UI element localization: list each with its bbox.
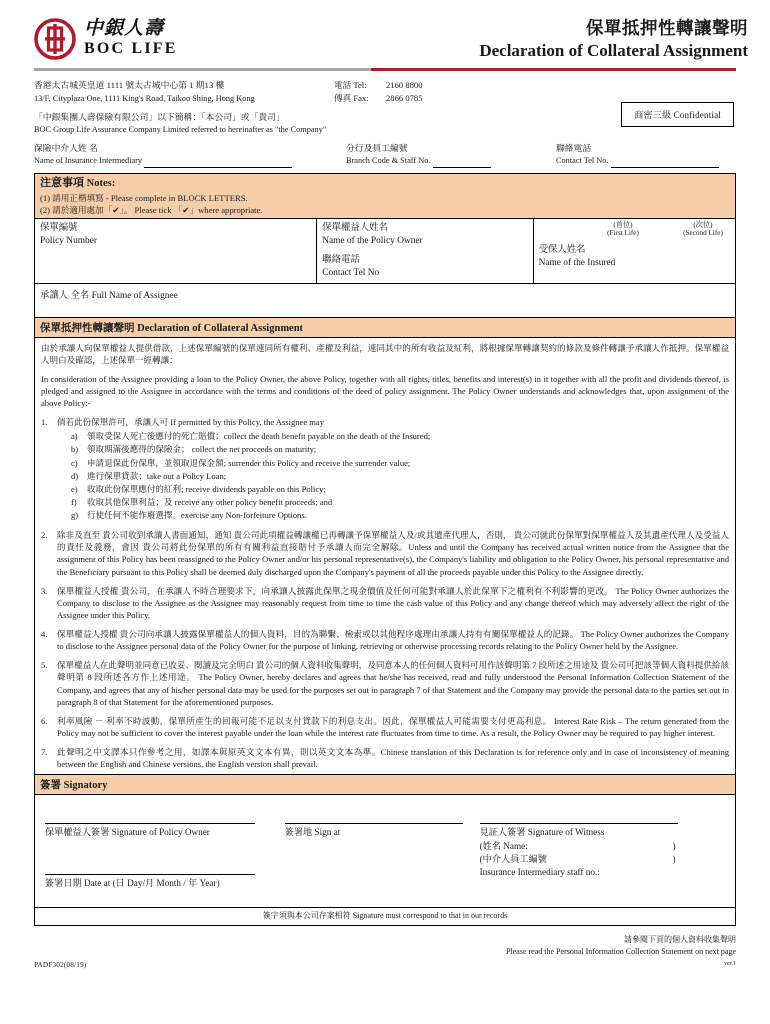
owner-signature-line[interactable] — [45, 823, 255, 824]
sub-item-c-text: 申請退保此份保單，並領取退保金額; surrender this Policy and receive the surrender value; — [87, 457, 411, 468]
owner-name-cell[interactable] — [317, 219, 533, 283]
tel-label: 電話 Tel: — [334, 79, 367, 90]
page-footer — [34, 934, 736, 969]
sub-item-f — [57, 496, 729, 508]
page-title-en: Declaration of Collateral Assignment — [479, 40, 748, 60]
form-code: PADF302(08/19) — [34, 960, 87, 969]
sign-at-label: 簽署地 Sign at — [284, 827, 341, 838]
sub-item-b — [57, 443, 729, 455]
insured-name-label-en: Name of the Insured — [538, 257, 616, 268]
sub-item-e — [57, 483, 729, 495]
signature-area — [35, 795, 735, 907]
contact-tel-label-cn-2: 聯絡電話 — [322, 255, 360, 266]
sub-item-e-text: 收取此份保單應付的紅利; receive dividends payable on this Policy; — [87, 483, 326, 494]
item-2-number: 2. — [41, 530, 48, 541]
sub-item-g — [57, 509, 729, 521]
notes-item-2: (2) 請於適用處加「✔」。 Please tick 「✔」where appropriate. — [40, 204, 263, 215]
contact-tel-label-cn: 聯絡電話 — [556, 143, 592, 154]
witness-staff-label-en: Insurance Intermediary staff no.: — [479, 867, 600, 878]
contact-tel-label-en-2: Contact Tel No — [322, 267, 380, 278]
owner-name-label-cn: 保單權益人姓名 — [322, 222, 388, 233]
sub-item-g-label: g) — [71, 510, 79, 521]
owner-signature-label: 保單權益人簽署 Signature of Policy Owner — [45, 827, 210, 838]
page-title — [479, 18, 758, 62]
item-3-number: 3. — [41, 585, 48, 596]
life-column-headers — [540, 221, 729, 238]
item-5-number: 5. — [41, 660, 48, 671]
notes-title-en: Notes: — [86, 177, 116, 189]
boc-life-logo-icon — [34, 18, 76, 60]
contact-tel-input[interactable] — [611, 158, 719, 168]
notes-title-cn: 注意事項 — [40, 176, 84, 189]
intermediary-name-field — [34, 142, 346, 168]
first-life-header — [597, 221, 649, 238]
second-life-cn: (次位) — [693, 220, 713, 229]
branch-code-input[interactable] — [433, 158, 491, 168]
witness-signature-block[interactable] — [480, 823, 729, 901]
contact-lines — [334, 79, 534, 106]
intermediary-name-input[interactable] — [144, 158, 292, 168]
item-6-number: 6. — [41, 715, 48, 726]
owner-signature-block[interactable] — [45, 823, 285, 901]
fax-value: 2866 0785 — [386, 93, 423, 104]
declaration-intro-en: In consideration of the Assignee providing a loan to the Policy Owner, the above Policy, together with all rights, titles, benefits and interest(s) in it together with all the profit and dividends thereof, is pledged and assigned to the Assignee in accordance with the terms and conditions of the deed of policy assignment. The Policy Owner understands and acknowledges that, upon assignment of the above Policy:- — [41, 373, 729, 409]
declaration-band-en: Declaration of Collateral Assignment — [137, 322, 304, 334]
address-en: 13/F, Cityplaza One, 1111 King's Road, Taikoo Shing, Hong Kong — [34, 93, 255, 103]
item-4-text: 保單權益人授權 貴公司向承讓人披露保單權益人的個人資料，目的為聯繫、檢索或以其他程序處理由承讓人持有有關保單權益人的記錄。 The Policy Owner authorizes the Company to disclose to the Assignee personal data of the Policy Owner for the purpose of linking, retrieving or otherwise processing records relating to the Policy Owner held by the Assignee. — [57, 629, 729, 652]
policy-number-label-cn: 保單編號 — [40, 222, 78, 233]
assignee-label-en: Full Name of Assignee — [91, 290, 178, 301]
declaration-item-6 — [41, 715, 729, 739]
signature-footnote: 簽字須與本公司存案相符 Signature must correspond to that in our records — [35, 907, 735, 924]
sub-item-d-text: 進行保單貸款；take out a Policy Loan; — [87, 470, 227, 481]
divider-grey-segment — [34, 68, 371, 71]
policy-fields-row — [35, 219, 735, 284]
sub-item-e-label: e) — [71, 483, 78, 494]
item-1-number: 1. — [41, 417, 48, 428]
sub-item-b-text: 領取期滿後應得的保險金； collect the net proceeds on maturity; — [87, 444, 317, 455]
sub-item-d-label: d) — [71, 470, 79, 481]
insured-name-label-cn: 受保人姓名 — [538, 244, 586, 255]
brand-name-cn: 中銀人壽 — [84, 18, 165, 39]
company-name-cn: 「中銀集團人壽保險有限公司」以下簡稱：「本公司」或「貴司」 — [34, 111, 285, 122]
sub-item-g-text: 行使任何不能作廢選擇。exercise any Non-forfeiture Options. — [87, 510, 307, 521]
item-3-text: 保單權益人授權 貴公司，在承讓人不時合理要求下，向承讓人披露此保單之現金價值及任何可能對承讓人於此保單下之權利有不利影響的更改。 The Policy Owner authorizes the Company to disclose to the Assignee as the Assignee may reasonably request from time to time the cash value of this Policy and any change thereof which may adversely affect the right of the Assignee under this Policy. — [57, 585, 729, 620]
declaration-item-2 — [41, 529, 729, 578]
first-life-en: (First Life) — [607, 229, 639, 238]
sub-item-b-label: b) — [71, 444, 79, 455]
fax-row — [334, 92, 534, 105]
footer-notice-en: Please read the Personal Information Collection Statement on next page — [506, 946, 736, 956]
date-signature-block[interactable] — [45, 874, 285, 890]
contact-tel-label-en — [556, 155, 746, 167]
insured-name-cell[interactable] — [534, 219, 735, 283]
item-2-text: 除非及直至 貴公司收到承讓人書面通知，通知 貴公司此項權益轉讓權已再轉讓予保單權益人及/或其遺產代理人，否則， 貴公司就此份保單對保單權益人及其遺產代理人及受益人的責任及義務，會因 貴公司將此份保單的所有有關利益直接賠付予承讓人而完全解除。Unless and until the Company has received actual written notice from the Assignee that the assignment of this Policy has been reassigned to the Policy Owner and/or his personal representative(s), the Company's liability and obligation to the Policy Owner, his personal representative and the Beneficiary pursuant to this Policy shall be deemed duly discharged upon the Company's payment of all the proceeds payable under this Policy to the Assignee directly. — [57, 530, 729, 577]
second-life-en: (Second Life) — [683, 229, 723, 238]
declaration-item-1 — [41, 416, 729, 522]
declaration-item-4 — [41, 628, 729, 652]
footer-notice — [506, 934, 736, 969]
item-1-sublist — [57, 430, 729, 521]
item-6-text: 利率風險 － 利率不時波動，保單所產生的回報可能不足以支付貸款下的利息支出。因此，保單權益人可能需要支付更高利息。 Interest Rate Risk – The return generated from the Policy may not be sufficient to cover the interest payable under the loan while the interest rate fluctuates from time to time. As a result, the Policy Owner may be required to pay higher interest. — [57, 715, 729, 738]
divider-red-segment — [371, 68, 736, 71]
assignee-label-cn: 承讓人 全名 — [40, 290, 90, 301]
first-life-cn: (首位) — [613, 220, 633, 229]
witness-staff-label: (中介人員工編號 — [479, 854, 547, 865]
item-5-text: 保單權益人在此聲明並同意已收妥、閱讀及完全明白 貴公司的個人資料收集聲明，及同意本人的任何個人資料可用作該聲明第 7 段所述之用途及 貴公司可把該等個人資料提供給該聲明第 8 段所述各方作上述用途。 The Policy Owner, hereby declares and agrees that he/she has received, read and fully understood the Personal Information Collection Statement of the Company, and agrees that any of his/her personal data may be used for the purposes set out in paragraph 7 of that Statement and the Company may provide the personal data to the parties set out in paragraph 8 of that Statement for the aforementioned purposes. — [57, 660, 729, 707]
date-signature-line[interactable] — [45, 874, 255, 875]
witness-staff-close-paren: ) — [672, 854, 676, 865]
tel-value: 2160 8800 — [386, 79, 423, 90]
notes-item-1: (1) 請用正楷填寫 - Please complete in BLOCK LETTERS. — [40, 192, 248, 203]
policy-number-cell[interactable] — [35, 219, 317, 283]
item-7-text: 此聲明之中文譯本只作參考之用，如譯本與原英文文本有異，則以英文文本為準。Chinese translation of this Declaration is for reference only and in case of inconsistency of meaning between the English and Chinese versions, the English version shall prevail. — [57, 747, 729, 770]
notes-band — [35, 174, 735, 219]
sub-item-a — [57, 430, 729, 442]
company-name-en: BOC Group Life Assurance Company Limited referred to hereinafter as "the Company" — [34, 124, 327, 134]
brand-block — [34, 18, 178, 60]
sub-item-a-label: a) — [71, 431, 78, 442]
brand-name-en: BOC LIFE — [84, 39, 178, 57]
assignee-name-field[interactable] — [35, 284, 735, 318]
date-signature-label: 簽署日期 Date at (日 Day/月 Month / 年 Year) — [45, 877, 220, 888]
sub-item-c-label: c) — [71, 457, 78, 468]
page-title-cn: 保單抵押性轉讓聲明 — [586, 18, 748, 38]
sub-item-d — [57, 470, 729, 482]
header-divider — [34, 68, 736, 71]
declaration-item-3 — [41, 585, 729, 621]
declaration-band-cn: 保單抵押性轉讓聲明 — [40, 322, 135, 334]
intermediary-name-label-en-text: Name of Insurance Intermediary — [34, 156, 143, 166]
branch-code-label-cn: 分行及員工編號 — [346, 143, 408, 154]
witness-signature-line[interactable] — [480, 823, 678, 824]
contact-tel-field — [556, 142, 746, 168]
intermediary-row — [34, 142, 758, 168]
item-7-number: 7. — [41, 747, 48, 758]
intermediary-name-label-cn: 保險中介人姓 名 — [34, 143, 98, 154]
confidential-badge: 商密三級 Confidential — [621, 102, 734, 127]
declaration-item-7 — [41, 746, 729, 770]
sub-item-c — [57, 457, 729, 469]
owner-name-label-en: Name of the Policy Owner — [322, 235, 423, 246]
declaration-band — [35, 318, 735, 338]
witness-name-close-paren: ) — [672, 840, 676, 851]
witness-staff-row[interactable] — [480, 853, 676, 866]
witness-name-label: (姓名 Name: — [479, 840, 528, 851]
branch-code-label-en-text: Branch Code & Staff No. — [346, 156, 431, 166]
signatory-band-cn: 簽署 — [40, 780, 61, 792]
sub-item-a-text: 領取受保人死亡後應付的死亡賠償；collect the death benefit payable on the death of the Insured; — [87, 431, 431, 442]
second-life-header — [677, 221, 729, 238]
sub-item-f-label: f) — [71, 496, 77, 507]
item-1-body — [57, 416, 729, 522]
witness-signature-label: 見証人簽署 Signature of Witness — [479, 827, 605, 838]
contact-tel-label-en-text: Contact Tel No. — [556, 156, 609, 166]
declaration-item-5 — [41, 659, 729, 708]
intermediary-name-label-en — [34, 155, 346, 167]
witness-name-row[interactable] — [480, 840, 676, 853]
address-cn: 香港太古城英皇道 1111 號太古城中心第 1 期13 樓 — [34, 79, 225, 90]
signatory-band-en: Signatory — [63, 780, 108, 792]
sign-at-line[interactable] — [285, 823, 463, 824]
sign-at-block[interactable] — [285, 823, 480, 901]
item-4-number: 4. — [41, 629, 48, 640]
page-header — [0, 0, 770, 62]
signatory-band — [35, 774, 735, 795]
policy-number-label-en: Policy Number — [40, 235, 98, 246]
address-lines — [34, 79, 334, 106]
brand-text — [84, 18, 178, 58]
branch-code-label-en — [346, 155, 556, 167]
declaration-intro-cn: 由於承讓人向保單權益人提供借款，上述保單編號的保單連同所有權利、產權及利益，連同其中的所有收益及紅利，將根據保單轉讓契約的條款及條件轉讓予承讓人作抵押。保單權益人明白及確認，上述保單一經轉讓： — [41, 342, 729, 365]
tel-row — [334, 79, 534, 92]
fax-label: 傳真 Fax: — [334, 93, 369, 104]
declaration-body — [35, 338, 735, 775]
page-number: ver.1 — [724, 960, 736, 967]
item-1-text: 倘若此份保單許可，承讓人可 If permitted by this Policy, the Assignee may — [57, 417, 324, 428]
sub-item-f-text: 收取其他保單利益；及 receive any other policy benefit proceeds; and — [87, 496, 333, 507]
notes-title — [40, 176, 730, 192]
main-form — [34, 173, 736, 926]
branch-code-field — [346, 142, 556, 168]
footer-notice-cn: 請參閱下頁的個人資料收集聲明 — [624, 934, 736, 944]
